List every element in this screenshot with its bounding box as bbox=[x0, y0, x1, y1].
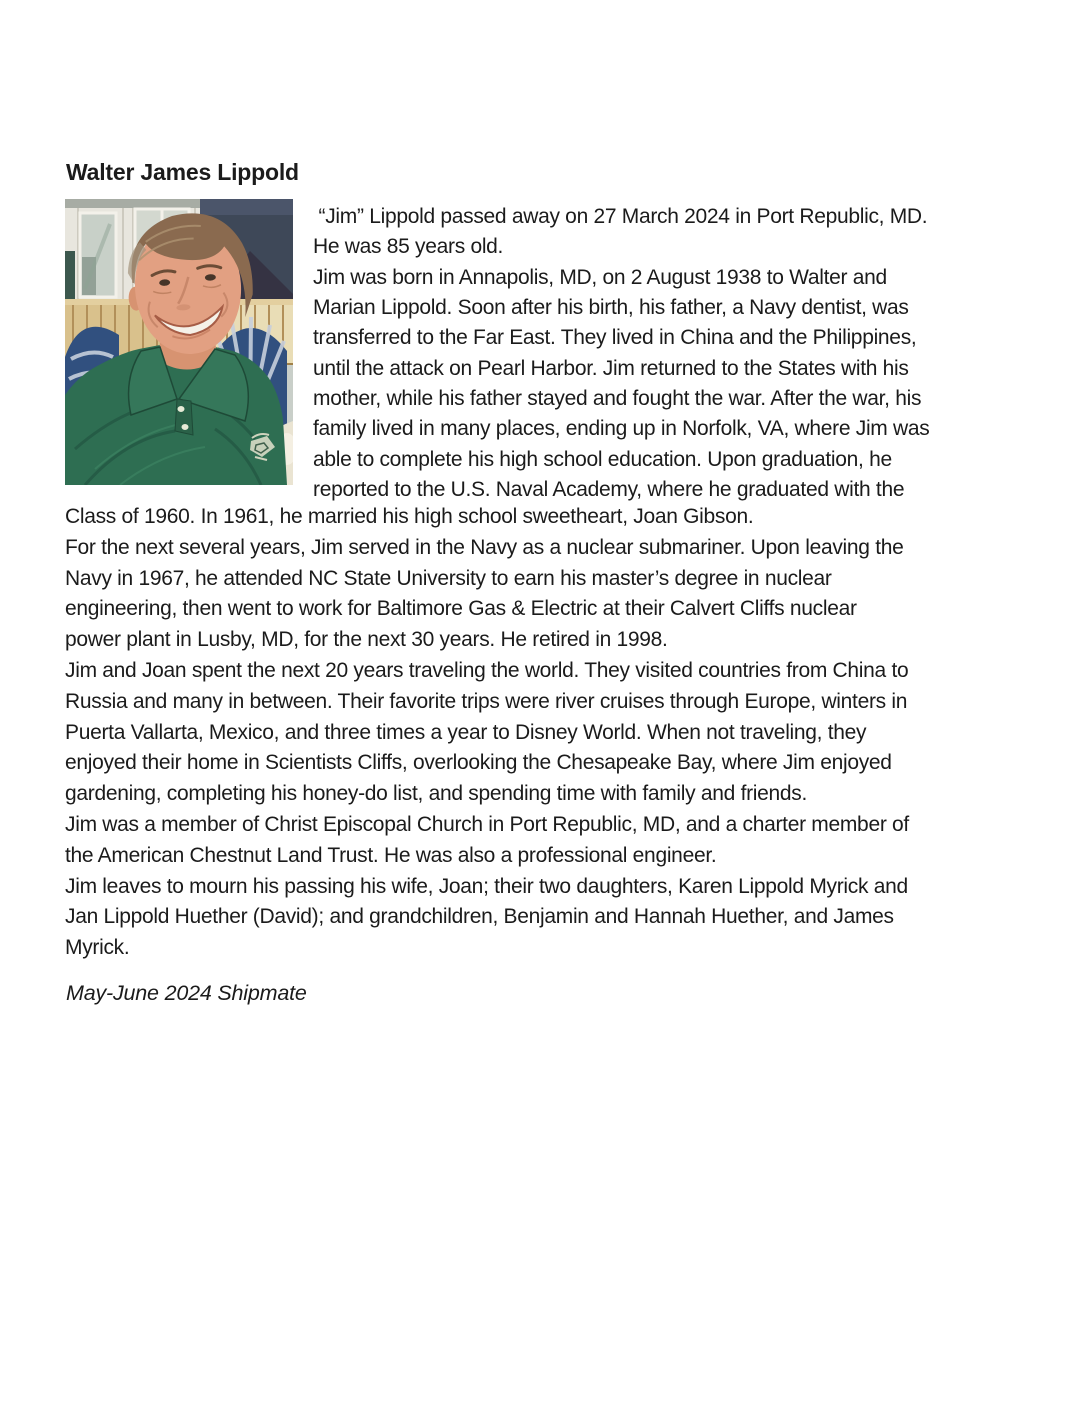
text-line: Jim and Joan spent the next 20 years traveling the world. They visited countries from China to bbox=[65, 658, 909, 682]
text-line: mother, while his father stayed and fought the war. After the war, his bbox=[313, 387, 922, 411]
text-line: Class of 1960. In 1961, he married his high school sweetheart, Joan Gibson. bbox=[65, 505, 754, 528]
text-line: Jim was a member of Christ Episcopal Church in Port Republic, MD, and a charter member of bbox=[65, 812, 909, 836]
page-title: Walter James Lippold bbox=[66, 159, 299, 186]
text-line: enjoyed their home in Scientists Cliffs, overlooking the Chesapeake Bay, where Jim enjoyed bbox=[65, 751, 892, 775]
body-paragraphs bbox=[65, 502, 1075, 964]
text-line: He was 85 years old. bbox=[313, 235, 504, 259]
source-credit: May-June 2024 Shipmate bbox=[66, 981, 307, 1005]
text-line: Jan Lippold Huether (David); and grandchildren, Benjamin and Hannah Huether, and James bbox=[65, 905, 894, 929]
shirt-button bbox=[178, 406, 185, 412]
portrait-photo bbox=[65, 199, 293, 485]
text-line: power plant in Lusby, MD, for the next 30 years. He retired in 1998. bbox=[65, 628, 668, 652]
text-line: reported to the U.S. Naval Academy, where he graduated with the bbox=[313, 478, 905, 502]
text-line: Jim leaves to mourn his passing his wife, Joan; their two daughters, Karen Lippold Myrick and bbox=[65, 874, 908, 898]
text-line: the American Chestnut Land Trust. He was also a professional engineer. bbox=[65, 843, 717, 867]
text-line: engineering, then went to work for Baltimore Gas & Electric at their Calvert Cliffs nuclear bbox=[65, 597, 857, 621]
text-line: transferred to the Far East. They lived in China and the Philippines, bbox=[313, 326, 917, 350]
text-line: Marian Lippold. Soon after his birth, his father, a Navy dentist, was bbox=[313, 296, 909, 320]
intro-paragraph bbox=[313, 202, 1073, 505]
shirt-button bbox=[182, 424, 189, 430]
text-line: Russia and many in between. Their favorite trips were river cruises through Europe, winters in bbox=[65, 689, 908, 713]
text-line: able to complete his high school education. Upon graduation, he bbox=[313, 447, 892, 471]
text-line: Myrick. bbox=[65, 936, 130, 960]
text-line: For the next several years, Jim served in the Navy as a nuclear submariner. Upon leaving the bbox=[65, 535, 904, 559]
portrait-illustration bbox=[65, 199, 293, 485]
text-line: Jim was born in Annapolis, MD, on 2 August 1938 to Walter and bbox=[313, 265, 887, 289]
text-line: family lived in many places, ending up in Norfolk, VA, where Jim was bbox=[313, 417, 930, 441]
text-line: “Jim” Lippold passed away on 27 March 2024 in Port Republic, MD. bbox=[313, 205, 928, 228]
text-line: gardening, completing his honey-do list, and spending time with family and friends. bbox=[65, 782, 808, 806]
text-line: Puerta Vallarta, Mexico, and three times a year to Disney World. When not traveling, they bbox=[65, 720, 867, 744]
text-line: until the attack on Pearl Harbor. Jim returned to the States with his bbox=[313, 356, 909, 380]
text-line: Navy in 1967, he attended NC State University to earn his master’s degree in nuclear bbox=[65, 566, 832, 590]
